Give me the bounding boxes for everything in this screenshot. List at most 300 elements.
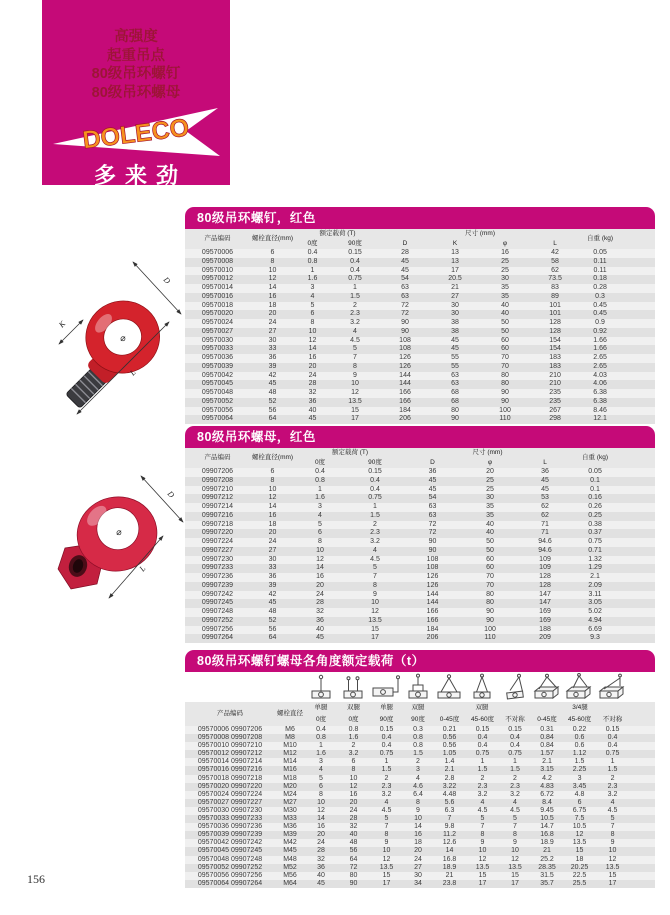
table-cell: 7 — [433, 815, 466, 823]
table-cell: 54 — [405, 494, 460, 503]
brand-chinese-name: 多来劲 — [93, 163, 187, 188]
table-cell: 20.25 — [563, 864, 596, 872]
table-cell: 09570016 09907216 — [185, 766, 275, 774]
table-cell-filler — [629, 856, 655, 864]
table-cell: M20 — [275, 783, 305, 791]
table-cell: 52 — [250, 617, 295, 626]
table-cell: 09570048 09907248 — [185, 856, 275, 864]
table-cell: 10 — [295, 328, 330, 337]
table-row — [185, 573, 655, 582]
table-cell: 126 — [405, 582, 460, 591]
table-cell: 33 — [250, 564, 295, 573]
table-cell: 09907206 — [185, 468, 250, 477]
table-cell: 09907227 — [185, 547, 250, 556]
table-cell: 42 — [250, 591, 295, 600]
eyenut-table — [185, 448, 655, 643]
table-cell: 9 — [370, 839, 403, 847]
column-header: 0度 — [295, 239, 330, 249]
table-cell: 45 — [520, 486, 570, 495]
table-row — [185, 319, 655, 328]
table-cell: 14 — [250, 284, 295, 293]
column-header: 90度 — [330, 239, 380, 249]
table-cell: 35 — [460, 503, 520, 512]
table-cell-filler — [620, 564, 655, 573]
table-cell: 10 — [466, 847, 499, 855]
table-cell: 63 — [380, 293, 430, 302]
table-cell: 4.5 — [596, 807, 629, 815]
table-cell: 184 — [380, 407, 430, 416]
column-header: D — [405, 458, 460, 468]
table-row — [185, 742, 655, 750]
table-cell: 12 — [337, 783, 370, 791]
table-cell: 5 — [370, 815, 403, 823]
table-cell: 0.8 — [305, 734, 337, 742]
table-cell: 2 — [345, 521, 405, 530]
table-cell: 1.66 — [580, 337, 620, 346]
table-row — [185, 547, 655, 556]
column-header: 90度 — [370, 714, 403, 726]
table-cell: 15 — [596, 872, 629, 880]
column-header: 产品编码 — [185, 229, 250, 249]
table-cell: 13.5 — [466, 864, 499, 872]
table-cell: 110 — [460, 634, 520, 643]
table-cell: 9.8 — [433, 823, 466, 831]
eyebolt-table-block — [185, 207, 655, 424]
table-cell: 14 — [295, 345, 330, 354]
table-cell: 35 — [480, 293, 530, 302]
table-cell: 09570010 — [185, 267, 250, 276]
table-cell: 1 — [466, 758, 499, 766]
table-cell: 1 — [295, 267, 330, 276]
table-cell: 188 — [520, 626, 570, 635]
table-cell: 22.5 — [563, 872, 596, 880]
table-cell: 09570024 09907224 — [185, 791, 275, 799]
table-cell: 2.1 — [570, 573, 620, 582]
table-cell: 80 — [460, 599, 520, 608]
table-cell: 3 — [295, 284, 330, 293]
table-cell: 24 — [403, 856, 433, 864]
table-cell: 1.57 — [531, 750, 563, 758]
table-cell: 126 — [405, 573, 460, 582]
table-cell-filler — [620, 634, 655, 643]
table-cell: 3.22 — [433, 783, 466, 791]
table-cell: 24 — [305, 839, 337, 847]
table-cell: 100 — [460, 626, 520, 635]
table-cell: 40 — [460, 529, 520, 538]
doleco-logo-text: DOLECO — [81, 113, 191, 155]
table-cell: 52 — [250, 398, 295, 407]
table-cell: 1.6 — [295, 275, 330, 284]
table-cell: 4.5 — [466, 807, 499, 815]
table-cell: 16.8 — [433, 856, 466, 864]
table-cell: 16 — [480, 249, 530, 258]
table-cell: 09570006 09907206 — [185, 726, 275, 734]
dim-label-l: L — [137, 564, 148, 574]
table-cell: 68 — [430, 389, 480, 398]
table-cell: 90 — [430, 415, 480, 424]
eyebolt-table — [185, 229, 655, 424]
table-cell: M14 — [275, 758, 305, 766]
table-cell: 169 — [520, 617, 570, 626]
table-cell: 18 — [563, 856, 596, 864]
table-cell: 12 — [250, 275, 295, 284]
table-cell: 25.5 — [563, 880, 596, 888]
table-cell: 6.38 — [580, 398, 620, 407]
table-cell: 2 — [596, 775, 629, 783]
table-cell: 1.5 — [499, 766, 531, 774]
table-cell: 25 — [460, 486, 520, 495]
table-cell: 2.3 — [370, 783, 403, 791]
table-cell: 33 — [250, 345, 295, 354]
table-cell: 0.75 — [345, 494, 405, 503]
table-cell: 35 — [460, 512, 520, 521]
table-cell: 0.84 — [531, 734, 563, 742]
table-cell: 3.2 — [370, 791, 403, 799]
table-cell: 10 — [330, 380, 380, 389]
column-header: 双腿 — [403, 702, 433, 714]
column-header: L — [520, 458, 570, 468]
table-cell: 147 — [520, 599, 570, 608]
table-cell: 09907214 — [185, 503, 250, 512]
table-cell: 63 — [430, 380, 480, 389]
column-header: 0-45度 — [531, 714, 563, 726]
table-cell: 0.45 — [580, 302, 620, 311]
table-row — [185, 599, 655, 608]
table-cell: 0.15 — [466, 726, 499, 734]
table-cell: 5.6 — [433, 799, 466, 807]
table-cell: 20 — [250, 310, 295, 319]
table-cell: 12 — [295, 337, 330, 346]
table-cell: 166 — [380, 398, 430, 407]
table-row — [185, 293, 655, 302]
table-cell-filler — [620, 398, 655, 407]
table-cell: 50 — [460, 547, 520, 556]
table-cell: 09907242 — [185, 591, 250, 600]
table-cell: 21 — [531, 847, 563, 855]
table-cell: 27 — [430, 293, 480, 302]
table-cell: 45 — [405, 477, 460, 486]
table-row — [185, 521, 655, 530]
table-cell: 72 — [380, 302, 430, 311]
table-cell: 17 — [370, 880, 403, 888]
table-cell: 12 — [370, 856, 403, 864]
table-cell: 0.1 — [570, 477, 620, 486]
table-cell: 32 — [337, 823, 370, 831]
dim-label-k: K — [57, 319, 68, 330]
table-cell: 210 — [530, 372, 580, 381]
table-cell: 10 — [403, 815, 433, 823]
table-cell: 28 — [295, 380, 330, 389]
table-cell: 1 — [330, 284, 380, 293]
table-cell: 09907208 — [185, 477, 250, 486]
table-cell: 109 — [520, 564, 570, 573]
table-cell-filler — [629, 799, 655, 807]
table-cell: 1.6 — [305, 750, 337, 758]
table-cell: 17 — [499, 880, 531, 888]
table-cell: 0.4 — [499, 734, 531, 742]
sling-single-leg-90deg-icon — [371, 673, 401, 700]
table-cell: 2.09 — [570, 582, 620, 591]
table-cell: 09570056 — [185, 407, 250, 416]
table-cell: 10 — [596, 847, 629, 855]
table-cell: 0.71 — [570, 547, 620, 556]
table-cell: 2 — [337, 742, 370, 750]
table-cell: 8.4 — [531, 799, 563, 807]
table-cell: 6.4 — [403, 791, 433, 799]
table-cell: 4.2 — [531, 775, 563, 783]
table-cell: 0.8 — [295, 477, 345, 486]
table-cell: 30 — [460, 494, 520, 503]
table-cell: 4.5 — [330, 337, 380, 346]
table-cell: 12 — [466, 856, 499, 864]
table-cell: 147 — [520, 591, 570, 600]
column-header: 产品编码 — [185, 448, 250, 468]
table-cell: 09570042 — [185, 372, 250, 381]
table-cell: 09570010 09907210 — [185, 742, 275, 750]
table-cell-filler — [620, 415, 655, 424]
table-cell: 16.8 — [531, 831, 563, 839]
table-cell: 0.75 — [466, 750, 499, 758]
table-cell: 09570006 — [185, 249, 250, 258]
table-cell: 15 — [466, 872, 499, 880]
table-cell: 09570052 09907252 — [185, 864, 275, 872]
table-cell: 24 — [337, 807, 370, 815]
table-cell: 71 — [520, 521, 570, 530]
table-cell: 09570024 — [185, 319, 250, 328]
table-cell: 4.03 — [580, 372, 620, 381]
table-cell: 21 — [433, 872, 466, 880]
column-header: 产品编码 — [185, 702, 275, 726]
table-cell: 09907230 — [185, 556, 250, 565]
table-cell: 4 — [295, 293, 330, 302]
table-cell: 183 — [530, 354, 580, 363]
table-cell-filler — [620, 380, 655, 389]
table-cell: 4.94 — [570, 617, 620, 626]
table-row — [185, 582, 655, 591]
table-cell: 0.45 — [580, 310, 620, 319]
table-cell: 0.38 — [570, 521, 620, 530]
table-cell: 1.4 — [433, 758, 466, 766]
table-cell: 7.5 — [563, 815, 596, 823]
table-cell: 62 — [530, 267, 580, 276]
table-cell: 3 — [403, 766, 433, 774]
table-cell: 4.8 — [563, 791, 596, 799]
table-cell: 34 — [403, 880, 433, 888]
table-row — [185, 791, 655, 799]
table-cell: 9 — [345, 591, 405, 600]
table-row — [185, 823, 655, 831]
table-cell: 0.11 — [580, 258, 620, 267]
table-row — [185, 608, 655, 617]
table-row — [185, 775, 655, 783]
table-cell: 267 — [530, 407, 580, 416]
table-cell: 39 — [250, 582, 295, 591]
table-cell: 90 — [380, 319, 430, 328]
table-row — [185, 258, 655, 267]
table-cell: 6 — [305, 783, 337, 791]
dim-label-phi: ⌀ — [120, 333, 126, 343]
table-cell: 09570033 09907233 — [185, 815, 275, 823]
table-row — [185, 815, 655, 823]
table-cell: 126 — [380, 354, 430, 363]
column-header: 45-60度 — [563, 714, 596, 726]
table-row — [185, 807, 655, 815]
table-row — [185, 284, 655, 293]
table-cell: 09907252 — [185, 617, 250, 626]
table-cell: 12.1 — [580, 415, 620, 424]
sling-double-leg-asymmetric-icon — [500, 673, 530, 700]
table-cell: 09570045 — [185, 380, 250, 389]
table-cell: 2.3 — [345, 529, 405, 538]
dim-label-d: D — [161, 275, 173, 286]
table-cell: M64 — [275, 880, 305, 888]
table-cell: 0.3 — [580, 293, 620, 302]
table-cell-filler — [620, 372, 655, 381]
table-cell: 2.3 — [499, 783, 531, 791]
table-cell: 35.7 — [531, 880, 563, 888]
table-cell: 0.05 — [580, 249, 620, 258]
table-cell: 0.3 — [403, 726, 433, 734]
table-cell: 4.6 — [403, 783, 433, 791]
table-cell: 0.37 — [570, 529, 620, 538]
table-cell: 183 — [530, 363, 580, 372]
table-cell: 20 — [403, 847, 433, 855]
table-cell: 68 — [430, 398, 480, 407]
table-cell: 2.65 — [580, 363, 620, 372]
table-cell: 0.9 — [580, 319, 620, 328]
table-cell: 1.5 — [563, 758, 596, 766]
table-cell: 6.72 — [531, 791, 563, 799]
table-cell: 2.3 — [596, 783, 629, 791]
table-cell: M12 — [275, 750, 305, 758]
table-cell: 09570018 — [185, 302, 250, 311]
table-cell: 94.6 — [520, 547, 570, 556]
table-cell: 9 — [330, 372, 380, 381]
table-row — [185, 591, 655, 600]
table-cell-filler — [629, 783, 655, 791]
table-cell: 5 — [466, 815, 499, 823]
table-cell: 10 — [305, 799, 337, 807]
table-cell: 6 — [250, 468, 295, 477]
table-cell: 8 — [295, 319, 330, 328]
table-cell: 13.5 — [563, 839, 596, 847]
column-header: 45-60度 — [466, 714, 499, 726]
table-cell: 128 — [520, 582, 570, 591]
table-cell: 0.6 — [563, 734, 596, 742]
table-cell: 235 — [530, 389, 580, 398]
table-cell: M24 — [275, 791, 305, 799]
table-cell: 09570039 09907239 — [185, 831, 275, 839]
table-cell: 9 — [466, 839, 499, 847]
table-cell: 62 — [520, 503, 570, 512]
table-cell: 31.5 — [531, 872, 563, 880]
table-cell: 7 — [370, 823, 403, 831]
table-cell: 0.56 — [433, 734, 466, 742]
table-cell-filler — [629, 880, 655, 888]
table-cell: 18 — [250, 302, 295, 311]
table-cell: M30 — [275, 807, 305, 815]
table-cell: 60 — [480, 345, 530, 354]
table-cell-filler — [629, 815, 655, 823]
table-cell: 6.38 — [580, 389, 620, 398]
table-cell: 09907233 — [185, 564, 250, 573]
table-cell: 1 — [305, 742, 337, 750]
table-cell: 16 — [305, 823, 337, 831]
table-cell: 64 — [250, 415, 295, 424]
table-cell: 45 — [250, 599, 295, 608]
table-row — [185, 354, 655, 363]
table-cell-filler — [629, 872, 655, 880]
table-cell: 4.5 — [499, 807, 531, 815]
sling-double-leg-0deg-icon — [338, 673, 368, 700]
table-cell: 18.9 — [531, 839, 563, 847]
table-cell: 20.5 — [430, 275, 480, 284]
table-cell: 39 — [250, 363, 295, 372]
table-cell: 16 — [337, 791, 370, 799]
table-cell: 8 — [295, 538, 345, 547]
table-cell: 0.4 — [330, 258, 380, 267]
table-cell: 09570008 09907208 — [185, 734, 275, 742]
table-cell: 210 — [530, 380, 580, 389]
table-cell-filler — [620, 556, 655, 565]
table-row — [185, 249, 655, 258]
table-row — [185, 538, 655, 547]
table-cell: 1 — [345, 503, 405, 512]
table-cell: 36 — [305, 864, 337, 872]
table-cell: 0.8 — [295, 258, 330, 267]
table-cell: 72 — [380, 310, 430, 319]
table-row — [185, 372, 655, 381]
table-cell: 2 — [330, 302, 380, 311]
table-cell: 7 — [499, 823, 531, 831]
table-row — [185, 389, 655, 398]
table-cell: 166 — [405, 617, 460, 626]
table-cell: 63 — [405, 512, 460, 521]
table-cell: 73.5 — [530, 275, 580, 284]
table-cell: 0.25 — [570, 512, 620, 521]
table-cell-filler — [620, 626, 655, 635]
table-cell: 13.5 — [330, 398, 380, 407]
table-cell: 8 — [370, 831, 403, 839]
brand-tagline-line: 高强度 — [114, 29, 158, 45]
table-cell-filler — [620, 608, 655, 617]
table-row — [185, 634, 655, 643]
table-cell: 4.83 — [531, 783, 563, 791]
table-cell: 30 — [430, 302, 480, 311]
column-group-header: 额定载荷 (T) — [295, 448, 405, 458]
table-cell: 1.5 — [370, 766, 403, 774]
table-cell: 9 — [403, 807, 433, 815]
table-row — [185, 626, 655, 635]
brand-taglines — [42, 0, 230, 102]
table-cell-filler — [620, 354, 655, 363]
table-cell-filler — [629, 847, 655, 855]
table-cell: M39 — [275, 831, 305, 839]
table-cell: 235 — [530, 398, 580, 407]
table-cell: 30 — [403, 872, 433, 880]
table-cell: 4.06 — [580, 380, 620, 389]
table-cell: 12 — [499, 856, 531, 864]
table-cell: 15 — [370, 872, 403, 880]
table-cell: 09570048 — [185, 389, 250, 398]
column-header-filler — [629, 702, 655, 726]
sling-three-quarter-leg-0-45deg-icon — [532, 673, 562, 700]
table-cell: 70 — [480, 354, 530, 363]
column-header: 自重 (kg) — [580, 229, 620, 249]
table-cell: 6.75 — [563, 807, 596, 815]
table-cell: 16 — [295, 573, 345, 582]
table-cell: 2.65 — [580, 354, 620, 363]
